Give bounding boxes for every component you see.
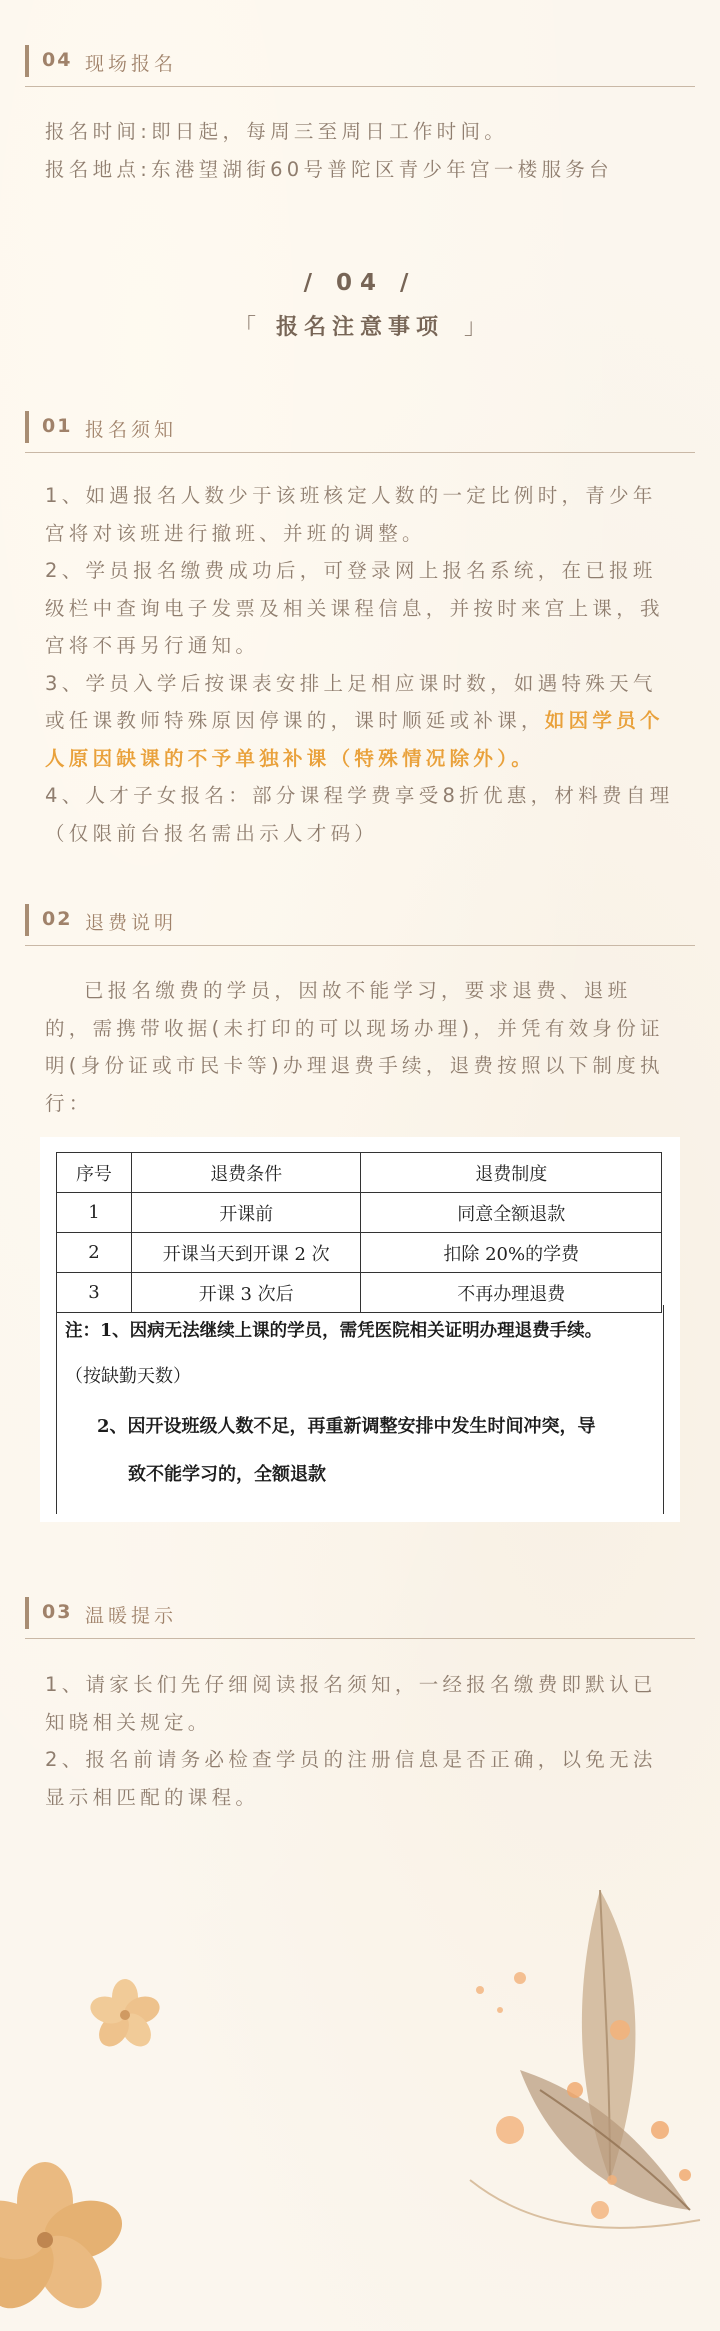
- refund-intro: [45, 972, 675, 1122]
- refund-table-card: [40, 1137, 680, 1522]
- close-bracket: 」: [464, 315, 487, 340]
- notice-item-3-highlight: 如因学员个人原因缺课的不予单独补课（特殊情况除外）: [45, 709, 664, 770]
- notice-item-3-text: 3、学员入学后按课表安排上足相应课时数，如遇特殊天气或任课教师特殊原因停课的，课时顺延或补课，: [45, 671, 657, 732]
- note-1: 注：1、因病无法继续上课的学员，需凭医院相关证明办理退费手续。: [65, 1321, 603, 1341]
- section-title: 现场报名: [85, 53, 178, 75]
- cell-index: 3: [57, 1273, 132, 1313]
- section-title: 报名须知: [85, 419, 178, 441]
- notice-section-header: [25, 411, 695, 453]
- notice-item-1: 1、如遇报名人数少于该班核定人数的一定比例时，青少年宫将对该班进行撤班、并班的调整。: [45, 484, 657, 545]
- section-marker-bar: [25, 411, 29, 443]
- section-divider: [25, 1638, 695, 1639]
- tip-item-2: 2、报名前请务必检查学员的注册信息是否正确，以免无法显示相匹配的课程。: [45, 1748, 657, 1809]
- section-number: 04: [42, 49, 73, 71]
- table-notes: [56, 1305, 664, 1514]
- floral-decoration-icon: [0, 1880, 720, 2331]
- cell-index: 1: [57, 1193, 132, 1233]
- table-header-row: [57, 1153, 662, 1193]
- cell-condition: 开课当天到开课 2 次: [131, 1233, 361, 1273]
- cell-policy: 扣除 20%的学费: [361, 1233, 662, 1273]
- tips-section-header: [25, 1597, 695, 1639]
- onsite-section-header: [25, 45, 695, 87]
- notice-item-3: [45, 665, 675, 778]
- tips-list: [45, 1666, 675, 1816]
- section-marker-bar: [25, 904, 29, 936]
- cell-condition: 开课 3 次后: [131, 1273, 361, 1313]
- notice-item-4: 4、人才子女报名：部分课程学费享受8折优惠，材料费自理（仅限前台报名需出示人才码）: [45, 784, 674, 845]
- section-number: 03: [42, 1601, 73, 1623]
- part-title-text: 报名注意事项: [275, 315, 444, 340]
- section-title: 退费说明: [85, 912, 178, 934]
- table-row: [57, 1233, 662, 1273]
- section-divider: [25, 86, 695, 87]
- note-2-continued: 致不能学习的，全额退款: [128, 1464, 326, 1485]
- table-row: [57, 1193, 662, 1233]
- section-number: 02: [42, 908, 73, 930]
- notice-list: [45, 477, 675, 852]
- onsite-info: [45, 113, 675, 188]
- section-divider: [25, 945, 695, 946]
- section-number: 01: [42, 415, 73, 437]
- section-title: 温暖提示: [85, 1605, 178, 1627]
- note-1-continued: （按缺勤天数）: [65, 1366, 191, 1387]
- open-bracket: 「: [233, 315, 256, 340]
- part-number: / 04 /: [303, 270, 417, 296]
- header-policy: 退费制度: [361, 1153, 662, 1193]
- cell-index: 2: [57, 1233, 132, 1273]
- refund-table: [56, 1152, 662, 1313]
- tip-item-1: 1、请家长们先仔细阅读报名须知，一经报名缴费即默认已知晓相关规定。: [45, 1673, 657, 1734]
- refund-intro-text: 已报名缴费的学员，因故不能学习，要求退费、退班的，需携带收据(未打印的可以现场办理)，并凭有效身份证明(身份证或市民卡等)办理退费手续，退费按照以下制度执行：: [45, 979, 664, 1115]
- section-divider: [25, 452, 695, 453]
- notice-item-3-end: 。: [511, 746, 536, 770]
- header-condition: 退费条件: [131, 1153, 361, 1193]
- cell-policy: 同意全额退款: [361, 1193, 662, 1233]
- registration-time: 报名时间:即日起，每周三至周日工作时间。: [45, 120, 509, 143]
- section-marker-bar: [25, 1597, 29, 1629]
- note-2: 2、因开设班级人数不足，再重新调整安排中发生时间冲突，导: [97, 1416, 596, 1437]
- section-marker-bar: [25, 45, 29, 77]
- refund-section-header: [25, 904, 695, 946]
- part-title: [0, 310, 720, 341]
- header-index: 序号: [57, 1153, 132, 1193]
- cell-condition: 开课前: [131, 1193, 361, 1233]
- registration-place: 报名地点:东港望湖街60号普陀区青少年宫一楼服务台: [45, 157, 613, 181]
- notice-item-2: 2、学员报名缴费成功后，可登录网上报名系统，在已报班级栏中查询电子发票及相关课程信息，并按时来宫上课，我宫将不再另行通知。: [45, 559, 664, 657]
- cell-policy: 不再办理退费: [361, 1273, 662, 1313]
